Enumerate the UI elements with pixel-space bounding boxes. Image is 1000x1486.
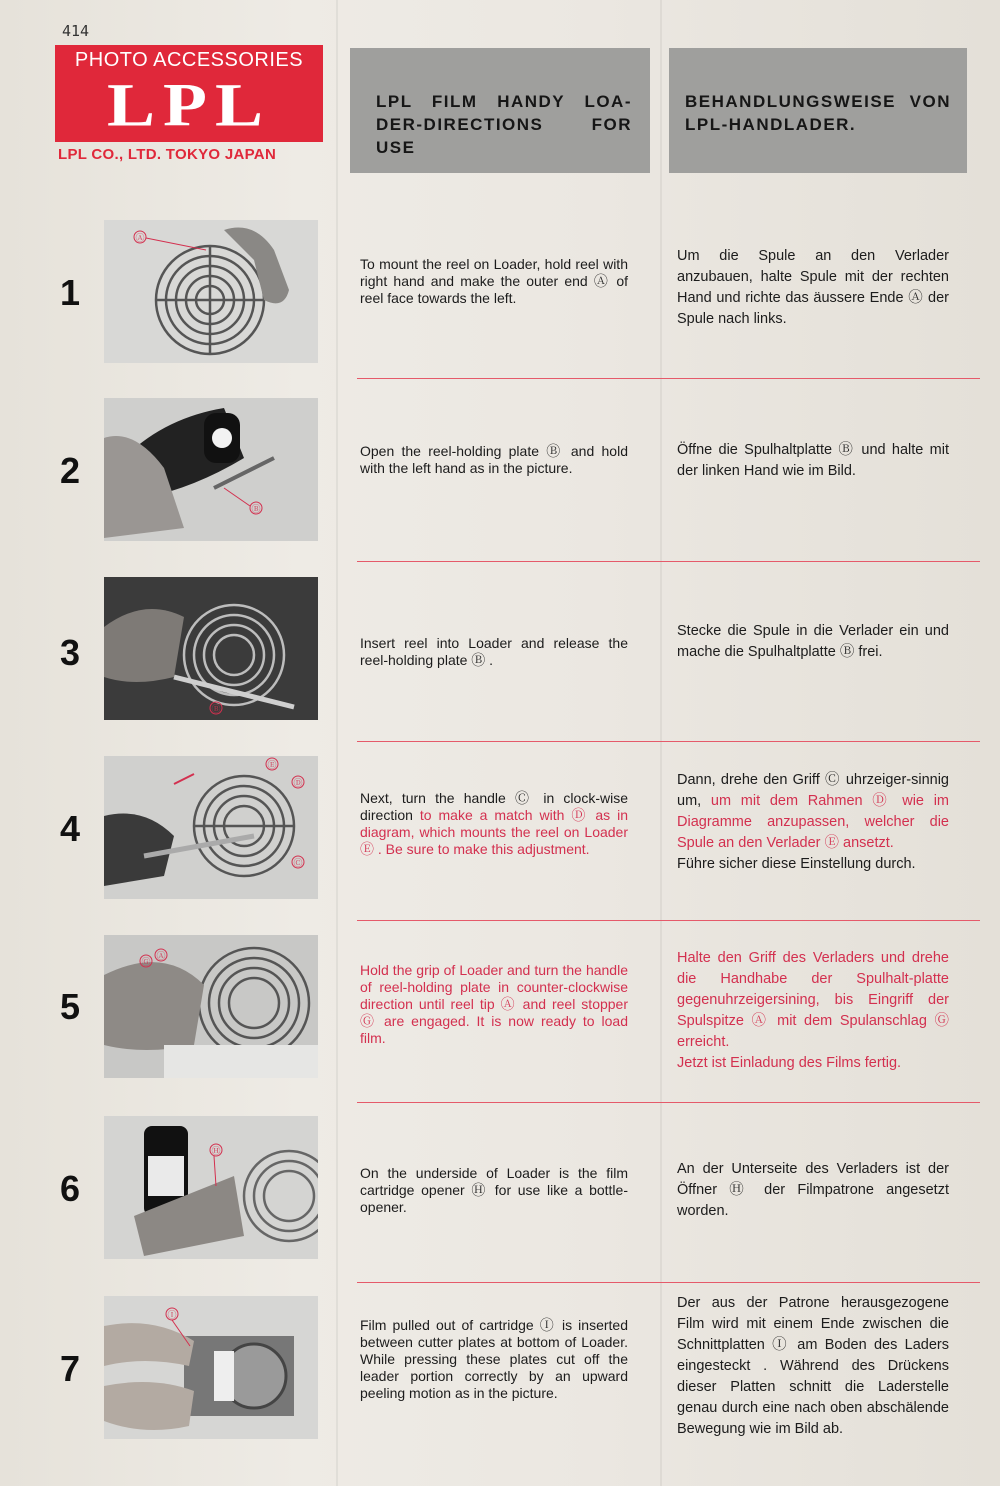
step-photo <box>104 756 318 899</box>
callout-e: Ⓔ <box>267 760 277 770</box>
step-text-en: Film pulled out of cartridge Ⓘ is inserted between cutter plates at bottom of Loader. While pressing these plates cut off the leader portion correctly by an upward peeling motion as in the picture. <box>360 1317 628 1401</box>
callout-a: Ⓐ <box>156 951 166 961</box>
callout-g: Ⓖ <box>141 957 151 967</box>
page-number: 414 <box>62 22 90 40</box>
step-photo <box>104 935 318 1078</box>
step-photo <box>104 577 318 720</box>
step-text-en: Open the reel-holding plate Ⓑ and hold with the left hand as in the picture. <box>360 443 628 476</box>
step4-de-black: Dann, drehe den Griff Ⓒ uhrzeiger-sinnig um, <box>677 772 949 809</box>
step-number: 2 <box>59 450 81 491</box>
step-number: 1 <box>59 272 81 313</box>
callout-b: Ⓑ <box>211 704 221 714</box>
row-divider <box>357 378 980 379</box>
row-divider <box>357 741 980 742</box>
step-text-en <box>360 790 628 858</box>
step-text-en: To mount the reel on Loader, hold reel with right hand and make the outer end Ⓐ of reel face towards the left. <box>360 256 628 306</box>
callout-b: Ⓑ <box>251 504 261 514</box>
step-text-de: An der Unterseite des Verladers ist der Öffner Ⓗ der Filmpatrone angesetzt worden. <box>677 1161 949 1219</box>
logo-tagline: PHOTO ACCESSORIES <box>74 49 304 71</box>
step-number: 4 <box>59 808 81 849</box>
step-number: 3 <box>59 632 81 673</box>
callout-c: Ⓒ <box>293 858 303 868</box>
callout-d: Ⓓ <box>293 778 303 788</box>
step-photo <box>104 1296 318 1439</box>
english-header: LPL FILM HANDY LOA- DER-DIRECTIONS FOR USE <box>350 48 650 173</box>
step-number: 6 <box>59 1168 81 1209</box>
step5-de-tail: Jetzt ist Einladung des Films fertig. <box>677 1055 902 1071</box>
callout-h: Ⓗ <box>211 1146 221 1156</box>
callout-a: Ⓐ <box>135 233 145 243</box>
row-divider <box>357 561 980 562</box>
step4-de-tail: Führe sicher diese Einstellung durch. <box>677 856 916 872</box>
step-text-de: Stecke die Spule in die Verlader ein und mache die Spulhaltplatte Ⓑ frei. <box>677 623 949 660</box>
fold-line <box>660 0 662 1486</box>
step-photo <box>104 1116 318 1259</box>
step-text-en: On the underside of Loader is the film cartridge opener Ⓗ for use like a bottle-opener. <box>360 1165 628 1215</box>
step-photo <box>104 220 318 363</box>
logo-wordmark: LPL <box>106 71 272 139</box>
step-number: 5 <box>59 986 81 1027</box>
row-divider <box>357 1282 980 1283</box>
company-name: LPL CO., LTD. TOKYO JAPAN <box>58 146 277 163</box>
step-photo <box>104 398 318 541</box>
step-text-en: Insert reel into Loader and release the reel-holding plate Ⓑ . <box>360 635 628 668</box>
step4-en-red: to make a match with Ⓓ as in diagram, which mounts the reel on Loader Ⓔ . Be sure to make this adjustment. <box>360 807 628 857</box>
step-number: 7 <box>59 1348 81 1389</box>
step-text-de <box>677 948 949 1074</box>
step5-de-red: Halte den Griff des Verladers und drehe die Handhabe der Spulhalt-platte gegenuhrzeigersining, bis Eingriff der Spulspitze Ⓐ mit dem Spulanschlag Ⓖ erreicht. <box>677 950 949 1050</box>
step4-de-red: um mit dem Rahmen Ⓓ wie im Diagramme anzupassen, welcher die Spule an den Verlader Ⓔ ansetzt. <box>677 793 950 851</box>
step-text-de: Um die Spule an den Verlader anzubauen, halte Spule mit der rechten Hand und richte das äussere Ende Ⓐ der Spule nach links. <box>677 248 949 327</box>
row-divider <box>357 1102 980 1103</box>
step-text-de <box>677 770 949 875</box>
callout-i: Ⓘ <box>167 1310 177 1320</box>
german-header: BEHANDLUNGSWEISE VON LPL-HANDLADER. <box>669 48 967 173</box>
lpl-logo <box>55 45 323 142</box>
fold-line <box>336 0 338 1486</box>
step-text-de: Der aus der Patrone herausgezogene Film wird mit einem Ende zwischen die Schnittplatten Ⓘ am Boden des Laders eingesteckt . Während des Drückens dieser Platten schnitt die Laderstelle genau durch eine nach oben abschälende Bewegung wie im Bild ab. <box>677 1295 949 1437</box>
step-text-en: Hold the grip of Loader and turn the handle of reel-holding plate in counter-clockwise direction until reel tip Ⓐ and reel stopper Ⓖ are engaged. It is now ready to load film. <box>360 962 628 1046</box>
step-text-de: Öffne die Spulhaltplatte Ⓑ und halte mit der linken Hand wie im Bild. <box>677 442 949 479</box>
row-divider <box>357 920 980 921</box>
step4-en-black: Next, turn the handle Ⓒ in clock-wise direction <box>360 790 628 823</box>
